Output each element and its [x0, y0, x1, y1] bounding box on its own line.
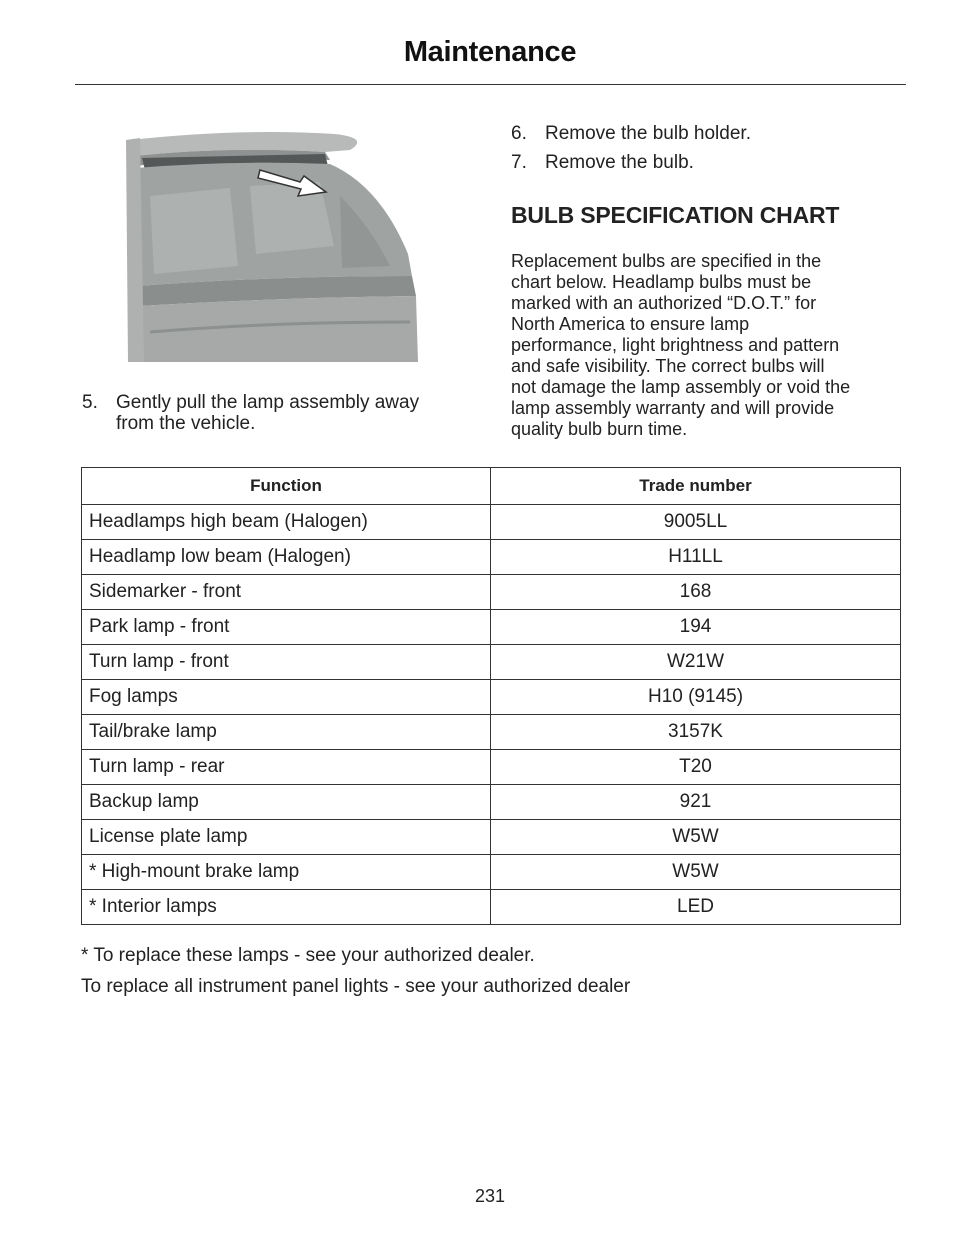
function-cell: Sidemarker - front [82, 575, 491, 610]
table-row [82, 855, 901, 890]
trade-number-cell: H10 (9145) [491, 680, 901, 715]
page-number: 231 [474, 1186, 506, 1206]
table-row [82, 680, 901, 715]
trade-number-cell: T20 [491, 750, 901, 785]
step-number: 5. [82, 392, 98, 413]
trade-number-cell: W5W [491, 855, 901, 890]
header-function: Function [82, 468, 491, 505]
table-row [82, 785, 901, 820]
function-cell: Headlamp low beam (Halogen) [82, 540, 491, 575]
table-row [82, 750, 901, 785]
table-row [82, 540, 901, 575]
tailgate-illustration-svg [120, 126, 430, 370]
footnote-dealer: * To replace these lamps - see your authorized dealer. [81, 945, 535, 966]
step-number: 6. [511, 123, 527, 144]
table-row [82, 715, 901, 750]
intro-line: quality bulb burn time. [511, 419, 688, 439]
function-cell: * High-mount brake lamp [82, 855, 491, 890]
function-cell: Park lamp - front [82, 610, 491, 645]
footnote-instrument-panel: To replace all instrument panel lights - see your authorized dealer [81, 976, 631, 997]
function-cell: Fog lamps [82, 680, 491, 715]
step-text-line2: from the vehicle. [116, 413, 256, 434]
trade-number-cell: LED [491, 890, 901, 925]
trade-number-cell: W21W [491, 645, 901, 680]
step-7 [511, 152, 911, 174]
intro-line: North America to ensure lamp [511, 314, 750, 334]
table-row [82, 575, 901, 610]
intro-line: lamp assembly warranty and will provide [511, 398, 835, 418]
intro-line: and safe visibility. The correct bulbs will [511, 356, 825, 376]
intro-paragraph [511, 251, 901, 440]
page-title: Maintenance [403, 36, 577, 68]
intro-line: Replacement bulbs are specified in the [511, 251, 822, 271]
section-heading: BULB SPECIFICATION CHART [511, 202, 840, 228]
step-text-line1: Gently pull the lamp assembly away [116, 392, 420, 413]
function-cell: Turn lamp - front [82, 645, 491, 680]
bulb-spec-table [81, 467, 901, 925]
intro-line: performance, light brightness and pattern [511, 335, 840, 355]
table-row [82, 820, 901, 855]
step-5 [82, 392, 482, 438]
step-6 [511, 123, 911, 145]
title-divider [75, 84, 906, 85]
header-trade-number: Trade number [491, 468, 901, 505]
step-text: Remove the bulb. [545, 152, 694, 173]
table-header-row [82, 468, 901, 505]
trade-number-cell: H11LL [491, 540, 901, 575]
table-row [82, 890, 901, 925]
tailgate-illustration [120, 126, 430, 370]
function-cell: License plate lamp [82, 820, 491, 855]
table-row [82, 505, 901, 540]
intro-line: not damage the lamp assembly or void the [511, 377, 851, 397]
table-row [82, 645, 901, 680]
table-row [82, 610, 901, 645]
trade-number-cell: 3157K [491, 715, 901, 750]
trade-number-cell: 194 [491, 610, 901, 645]
intro-line: chart below. Headlamp bulbs must be [511, 272, 812, 292]
trade-number-cell: 9005LL [491, 505, 901, 540]
function-cell: * Interior lamps [82, 890, 491, 925]
step-text: Remove the bulb holder. [545, 123, 751, 144]
function-cell: Headlamps high beam (Halogen) [82, 505, 491, 540]
step-number: 7. [511, 152, 527, 173]
function-cell: Backup lamp [82, 785, 491, 820]
trade-number-cell: 921 [491, 785, 901, 820]
function-cell: Turn lamp - rear [82, 750, 491, 785]
function-cell: Tail/brake lamp [82, 715, 491, 750]
intro-line: marked with an authorized “D.O.T.” for [511, 293, 817, 313]
trade-number-cell: 168 [491, 575, 901, 610]
trade-number-cell: W5W [491, 820, 901, 855]
